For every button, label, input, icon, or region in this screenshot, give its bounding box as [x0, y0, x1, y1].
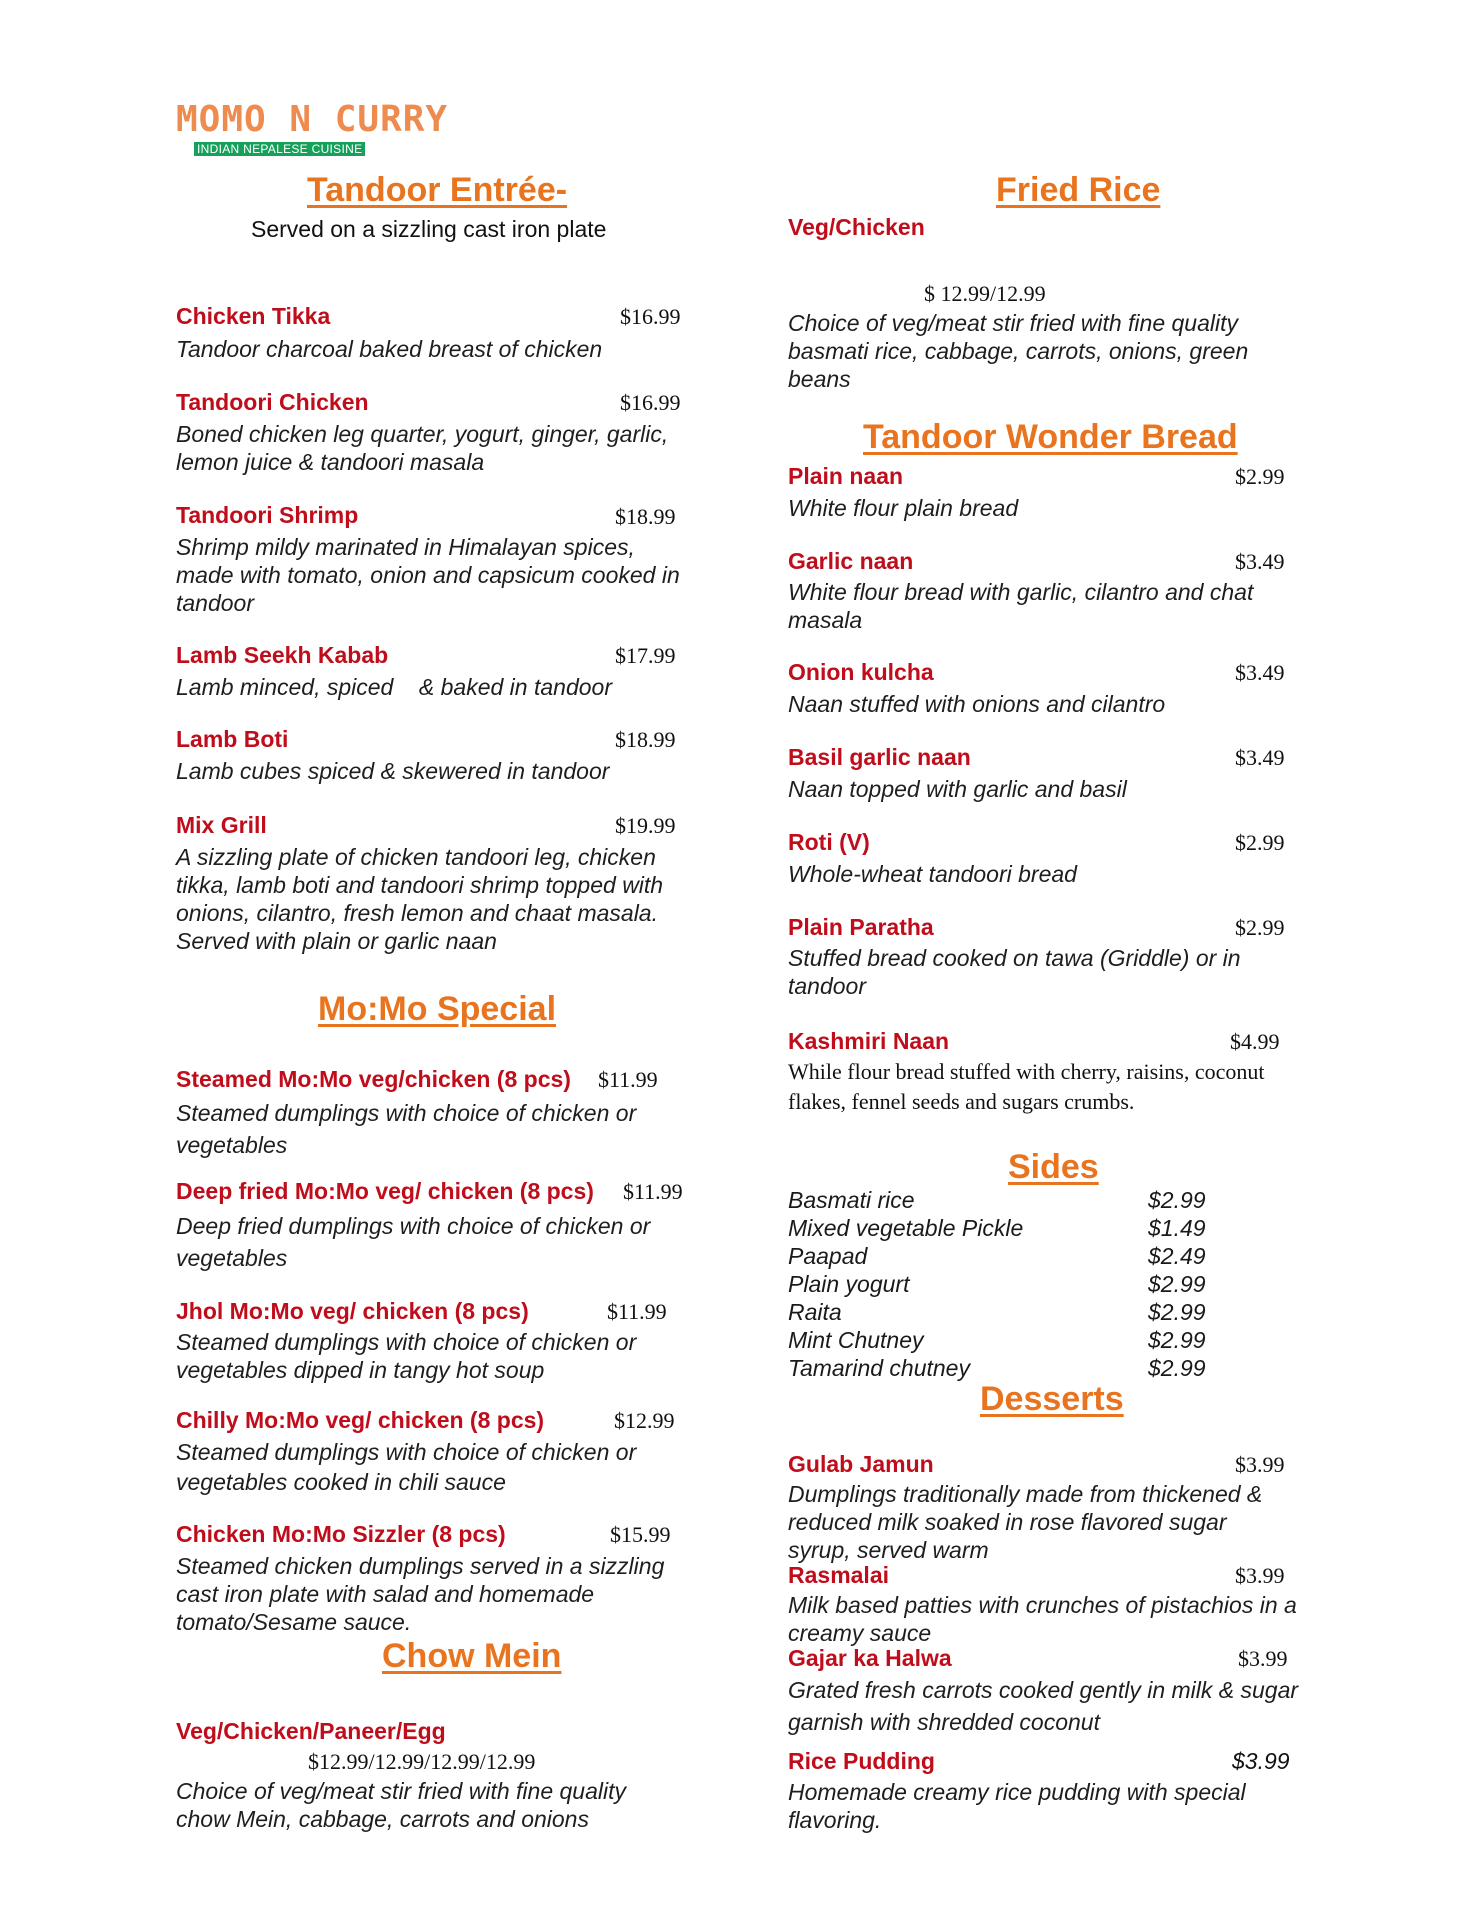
side-name: Tamarind chutney	[788, 1355, 970, 1381]
item-name: Lamb Seekh Kabab	[176, 642, 389, 668]
item-description: Dumplings traditionally made from thickened & reduced milk soaked in rose flavored sugar syrup, served warm	[788, 1481, 1263, 1563]
item-price: $11.99	[623, 1179, 683, 1204]
side-name: Mixed vegetable Pickle	[788, 1215, 1024, 1241]
item-name: Veg/Chicken/Paneer/Egg	[176, 1718, 446, 1744]
item-description: Grated fresh carrots cooked gently in milk & sugar garnish with shredded coconut	[788, 1677, 1299, 1735]
item-description: White flour plain bread	[788, 495, 1019, 521]
item-price: $18.99	[615, 727, 676, 752]
item-description: Naan topped with garlic and basil	[788, 776, 1127, 802]
side-name: Plain yogurt	[788, 1271, 910, 1297]
item-description: Lamb cubes spiced & skewered in tandoor	[176, 758, 610, 784]
item-name: Garlic naan	[788, 548, 914, 574]
item-name: Jhol Mo:Mo veg/ chicken (8 pcs)	[176, 1298, 529, 1324]
side-name: Basmati rice	[788, 1187, 915, 1213]
item-description: While flour bread stuffed with cherry, raisins, coconut flakes, fennel seeds and sugars crumbs.	[788, 1059, 1265, 1114]
side-name: Mint Chutney	[788, 1327, 924, 1353]
item-price: $3.49	[1235, 745, 1285, 770]
item-price: $2.99	[1235, 830, 1285, 855]
item-name: Plain Paratha	[788, 914, 934, 940]
item-description: Steamed chicken dumplings served in a sizzling cast iron plate with salad and homemade tomato/Sesame sauce.	[176, 1553, 665, 1635]
momo-special-heading: Mo:Mo Special	[318, 990, 557, 1028]
item-price: $3.49	[1235, 549, 1285, 574]
item-name: Kashmiri Naan	[788, 1028, 950, 1054]
item-price: $ 12.99/12.99	[924, 281, 1046, 306]
item-description: Deep fried dumplings with choice of chicken or vegetables	[176, 1213, 651, 1271]
item-description: Whole-wheat tandoori bread	[788, 861, 1077, 887]
restaurant-logo	[176, 99, 449, 158]
fried-rice-heading: Fried Rice	[996, 171, 1161, 209]
list-item	[788, 1298, 1228, 1326]
item-price: $2.99	[1235, 464, 1285, 489]
list-item	[788, 1242, 1228, 1270]
side-price: $2.99	[1148, 1355, 1206, 1381]
list-item	[788, 1326, 1228, 1354]
item-price: $12.99	[614, 1408, 675, 1433]
item-name: Chilly Mo:Mo veg/ chicken (8 pcs)	[176, 1407, 545, 1433]
tandoor-wonder-bread-heading: Tandoor Wonder Bread	[863, 418, 1238, 456]
side-price: $2.99	[1148, 1299, 1206, 1325]
item-name: Deep fried Mo:Mo veg/ chicken (8 pcs)	[176, 1178, 594, 1204]
item-price: $3.99	[1238, 1646, 1288, 1671]
side-name: Paapad	[788, 1243, 868, 1269]
item-name: Plain naan	[788, 463, 904, 489]
item-name: Mix Grill	[176, 812, 267, 838]
item-price: $4.99	[1230, 1029, 1280, 1054]
side-price: $2.99	[1148, 1327, 1206, 1353]
item-description: Steamed dumplings with choice of chicken or vegetables cooked in chili sauce	[176, 1439, 637, 1495]
item-description: Stuffed bread cooked on tawa (Griddle) or in tandoor	[788, 945, 1241, 999]
desserts-heading: Desserts	[980, 1380, 1124, 1418]
item-name: Steamed Mo:Mo veg/chicken (8 pcs)	[176, 1066, 571, 1092]
item-description: Steamed dumplings with choice of chicken or vegetables dipped in tangy hot soup	[176, 1329, 637, 1383]
side-price: $2.49	[1148, 1243, 1206, 1269]
item-description: Tandoor charcoal baked breast of chicken	[176, 336, 603, 362]
item-price: $3.99	[1232, 1748, 1290, 1774]
item-name: Tandoori Shrimp	[176, 502, 359, 528]
item-description: A sizzling plate of chicken tandoori leg, chicken tikka, lamb boti and tandoori shrimp topped with onions, cilantro, fresh lemon and chaat masala. Served with plain or garlic naan	[176, 844, 664, 954]
side-price: $2.99	[1148, 1187, 1206, 1213]
item-price: $12.99/12.99/12.99/12.99	[308, 1749, 536, 1774]
item-price: $19.99	[615, 813, 676, 838]
item-description: Steamed dumplings with choice of chicken or vegetables	[176, 1100, 637, 1158]
item-price: $11.99	[598, 1067, 658, 1092]
list-item	[788, 1186, 1228, 1214]
sides-heading: Sides	[1008, 1148, 1099, 1186]
tandoor-entree-subtitle: Served on a sizzling cast iron plate	[251, 216, 607, 242]
item-price: $17.99	[615, 643, 676, 668]
item-price: $3.99	[1235, 1563, 1285, 1588]
chow-mein-heading: Chow Mein	[382, 1637, 562, 1675]
item-name: Tandoori Chicken	[176, 389, 369, 415]
item-price: $16.99	[620, 390, 681, 415]
item-name: Chicken Tikka	[176, 303, 331, 329]
item-name: Chicken Mo:Mo Sizzler (8 pcs)	[176, 1521, 506, 1547]
item-description: White flour bread with garlic, cilantro and chat masala	[788, 579, 1254, 633]
item-price: $15.99	[610, 1522, 671, 1547]
item-description: Choice of veg/meat stir fried with fine quality basmati rice, cabbage, carrots, onions, green beans	[788, 310, 1249, 392]
item-description: Shrimp mildy marinated in Himalayan spices, made with tomato, onion and capsicum cooked in tandoor	[176, 534, 680, 616]
item-name: Rasmalai	[788, 1562, 890, 1588]
sides-list	[788, 1186, 1228, 1382]
item-name: Basil garlic naan	[788, 744, 971, 770]
item-price: $16.99	[620, 304, 681, 329]
item-name: Gajar ka Halwa	[788, 1645, 952, 1671]
item-price: $11.99	[607, 1299, 667, 1324]
item-description: Boned chicken leg quarter, yogurt, ginger, garlic, lemon juice & tandoori masala	[176, 421, 669, 475]
item-description: Lamb minced, spiced & baked in tandoor	[176, 674, 612, 700]
logo-tagline: INDIAN NEPALESE CUISINE	[194, 142, 365, 156]
item-description: Homemade creamy rice pudding with special flavoring.	[788, 1779, 1246, 1833]
tandoor-entree-heading: Tandoor Entrée-	[307, 171, 568, 209]
item-name: Rice Pudding	[788, 1748, 935, 1774]
side-price: $1.49	[1148, 1215, 1206, 1241]
item-price: $2.99	[1235, 915, 1285, 940]
item-description: Choice of veg/meat stir fried with fine quality chow Mein, cabbage, carrots and onions	[176, 1778, 626, 1832]
list-item	[788, 1270, 1228, 1298]
item-name: Veg/Chicken	[788, 214, 925, 240]
side-price: $2.99	[1148, 1271, 1206, 1297]
list-item	[788, 1214, 1228, 1242]
item-description: Naan stuffed with onions and cilantro	[788, 691, 1166, 717]
side-name: Raita	[788, 1299, 842, 1325]
item-name: Lamb Boti	[176, 726, 289, 752]
item-name: Gulab Jamun	[788, 1451, 934, 1477]
item-price: $3.49	[1235, 660, 1285, 685]
item-description: Milk based patties with crunches of pistachios in a creamy sauce	[788, 1592, 1297, 1646]
list-item	[788, 1354, 1228, 1382]
logo-wordmark: MOMO N CURRY	[176, 99, 449, 140]
item-name: Roti (V)	[788, 829, 870, 855]
item-price: $3.99	[1235, 1452, 1285, 1477]
item-price: $18.99	[615, 504, 676, 529]
item-name: Onion kulcha	[788, 659, 934, 685]
